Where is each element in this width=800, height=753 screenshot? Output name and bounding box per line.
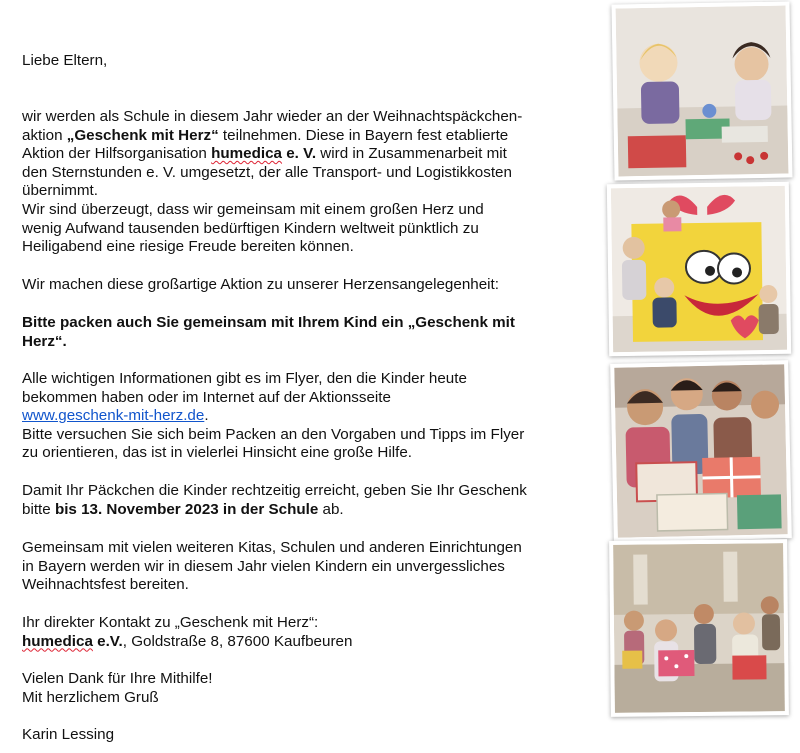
greeting: Liebe Eltern, [22, 52, 108, 69]
appeal-line: Bitte packen auch Sie gemeinsam mit Ihrem Kind ein „Geschenk mit [22, 314, 515, 331]
together-line: Weihnachtsfest bereiten. [22, 576, 189, 594]
deadline-text: ab. [318, 500, 344, 518]
deadline-line [22, 501, 592, 520]
thanks-line: Vielen Dank für Ihre Mithilfe! [22, 670, 213, 687]
contact-org-suffix: e.V. [92, 632, 123, 650]
deadline-line: Damit Ihr Päckchen die Kinder rechtzeitig erreicht, geben Sie Ihr Geschenk [22, 482, 527, 499]
intro-text: wird in Zusammenarbeit mit [316, 145, 507, 163]
deadline-text: bitte [22, 500, 55, 518]
info-line [22, 407, 592, 426]
contact-label: Ihr direkter Kontakt zu „Geschenk mit Herz“: [22, 614, 319, 631]
intro-text: aktion [22, 126, 67, 144]
contact-org-name: humedica [22, 632, 93, 650]
intro-line: Wir sind überzeugt, dass wir gemeinsam mit einem großen Herz und [22, 201, 484, 218]
photo-children-gifts [611, 1, 792, 180]
contact-address: , Goldstraße 8, 87600 Kaufbeuren [122, 632, 353, 650]
photo-children-boxes-image [614, 364, 788, 538]
info-line: zu orientieren, das ist in vielerlei Hinsicht eine große Hilfe. [22, 444, 412, 462]
deadline-date: bis 13. November 2023 in der Schule [54, 500, 319, 518]
photo-children-boxes [610, 360, 792, 542]
photo-children-gifts-image [616, 6, 789, 177]
appeal-line: Herz“. [22, 332, 67, 350]
intro-line [22, 127, 592, 146]
info-line: Bitte versuchen Sie sich beim Packen an den Vorgaben und Tipps im Flyer [22, 425, 525, 443]
photo-mascot-box [607, 182, 791, 357]
intro-line: wir werden als Schule in diesem Jahr wieder an der Weihnachtspäckchen- [22, 108, 523, 125]
org-name: humedica [211, 145, 283, 163]
contact-line [22, 633, 592, 652]
photo-mascot-box-image [611, 186, 787, 352]
intro-line: wenig Aufwand tausenden bedürftigen Kindern weltweit pünktlich zu [22, 219, 479, 237]
website-link[interactable]: www.geschenk-mit-herz.de [22, 407, 205, 425]
info-line: bekommen haben oder im Internet auf der Aktionsseite [22, 388, 391, 406]
campaign-name: „Geschenk mit Herz“ [66, 126, 219, 144]
herzens-line: Wir machen diese großartige Aktion zu unserer Herzensangelegenheit: [22, 276, 499, 293]
together-line: Gemeinsam mit vielen weiteren Kitas, Schulen und anderen Einrichtungen [22, 539, 522, 556]
link-period: . [204, 407, 209, 425]
photo-children-outdoors [609, 539, 789, 717]
info-line: Alle wichtigen Informationen gibt es im Flyer, den die Kinder heute [22, 370, 467, 387]
intro-text: teilnehmen. Diese in Bayern fest etablierte [218, 126, 509, 144]
org-suffix: e. V. [282, 145, 317, 163]
signature: Karin Lessing [22, 726, 115, 743]
intro-line: den Sternstunden e. V. umgesetzt, der alle Transport- und Logistikkosten [22, 163, 512, 181]
intro-line: Heiligabend eine riesige Freude bereiten können. [22, 238, 354, 256]
photo-children-outdoors-image [613, 543, 785, 713]
intro-text: Aktion der Hilfsorganisation [22, 145, 212, 163]
intro-line: übernimmt. [22, 182, 98, 200]
closing-line: Mit herzlichem Gruß [22, 688, 159, 706]
intro-line [22, 145, 592, 164]
together-line: in Bayern werden wir in diesem Jahr vielen Kindern ein unvergessliches [22, 557, 505, 575]
